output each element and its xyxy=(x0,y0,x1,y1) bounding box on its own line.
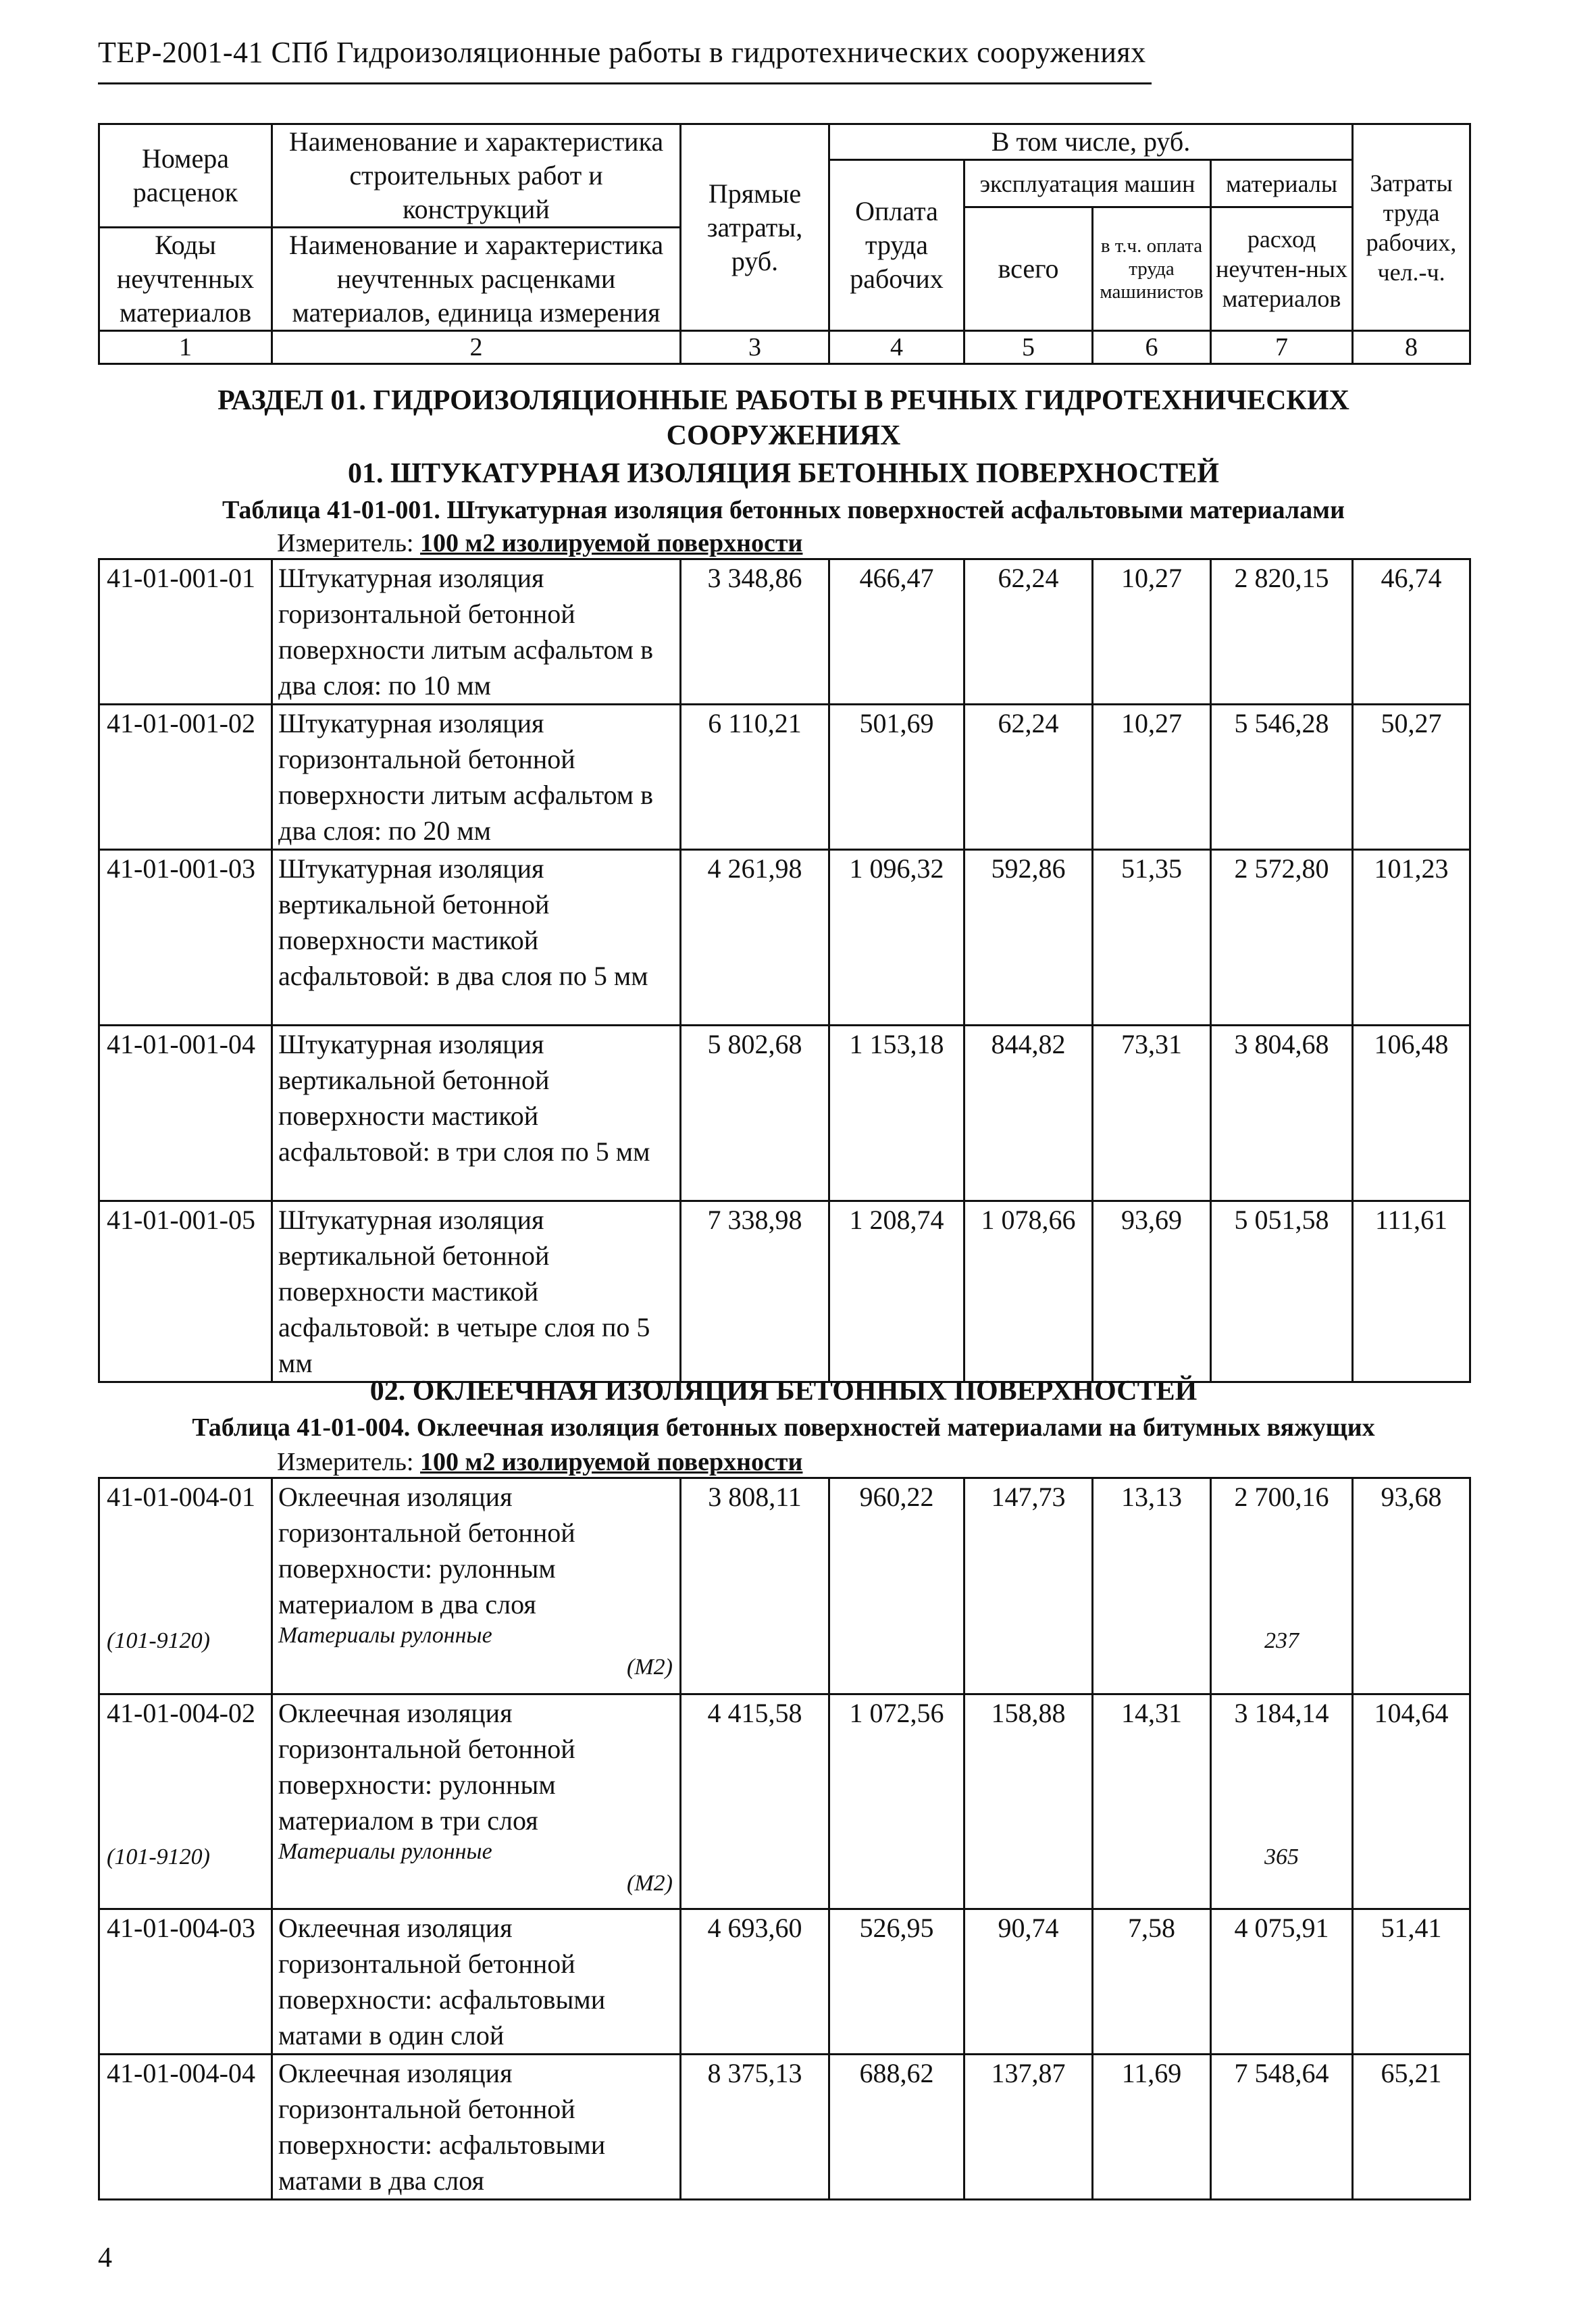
row-direct-cost: 4 693,60 xyxy=(681,1909,829,2055)
row-materials: 5 546,28 xyxy=(1211,705,1353,850)
col-number-6: 6 xyxy=(1093,331,1211,364)
row-machinist-pay: 73,31 xyxy=(1093,1026,1211,1201)
row-code: 41-01-004-02 xyxy=(107,1698,255,1728)
meter-value: 100 м2 изолируемой поверхности xyxy=(420,529,803,557)
row-machines-total: 844,82 xyxy=(964,1026,1093,1201)
row-materials-cell xyxy=(1211,1478,1353,1694)
row-name: Штукатурная изоляция вертикальной бетонной поверхности мастикой асфальтовой: в три слоя по 5 мм xyxy=(272,1026,681,1201)
row-name: Штукатурная изоляция горизонтальной бетонной поверхности литым асфальтом в два слоя: по 10 мм xyxy=(272,559,681,705)
row-code-cell xyxy=(99,1694,272,1909)
row-labor-hours: 101,23 xyxy=(1353,850,1470,1026)
row-code: 41-01-001-05 xyxy=(99,1201,272,1382)
col-header-3: Прямые затраты, руб. xyxy=(681,124,829,331)
material-name: Материалы рулонные xyxy=(278,1839,492,1864)
row-labor-hours: 104,64 xyxy=(1353,1694,1470,1909)
row-labor-hours: 106,48 xyxy=(1353,1026,1470,1201)
col-header-2-top: Наименование и характеристика строительных работ и конструкций xyxy=(272,124,681,228)
subsection-title-01: 01. ШТУКАТУРНАЯ ИЗОЛЯЦИЯ БЕТОННЫХ ПОВЕРХНОСТЕЙ xyxy=(348,458,1219,489)
row-code-cell xyxy=(99,1478,272,1694)
row-name: Оклеечная изоляция горизонтальной бетонной поверхности: рулонным материалом в два слоя xyxy=(278,1482,575,1619)
row-code: 41-01-001-04 xyxy=(99,1026,272,1201)
row-labor-pay: 960,22 xyxy=(829,1478,964,1694)
row-materials: 2 700,16 xyxy=(1234,1482,1329,1512)
table-41-01-001 xyxy=(98,558,1471,1383)
row-materials: 5 051,58 xyxy=(1211,1201,1353,1382)
col-number-8: 8 xyxy=(1353,331,1470,364)
row-machinist-pay: 7,58 xyxy=(1093,1909,1211,2055)
row-materials-cell xyxy=(1211,1694,1353,1909)
row-direct-cost: 4 261,98 xyxy=(681,850,829,1026)
table-row xyxy=(99,1478,1470,1694)
col-header-4: Оплата труда рабочих xyxy=(829,160,964,331)
row-labor-hours: 93,68 xyxy=(1353,1478,1470,1694)
material-quantity: 365 xyxy=(1264,1844,1299,1869)
meter-label: Измеритель: xyxy=(277,1448,414,1476)
row-machines-total: 62,24 xyxy=(964,705,1093,850)
table-row xyxy=(99,1026,1470,1201)
row-code: 41-01-001-03 xyxy=(99,850,272,1026)
col-header-1-bottom: Коды неучтенных материалов xyxy=(99,228,272,331)
row-machinist-pay: 51,35 xyxy=(1093,850,1211,1026)
row-labor-pay: 501,69 xyxy=(829,705,964,850)
row-direct-cost: 8 375,13 xyxy=(681,2055,829,2200)
row-name: Штукатурная изоляция вертикальной бетонной поверхности мастикой асфальтовой: в два слоя по 5 мм xyxy=(272,850,681,1026)
col-header-1-top: Номера расценок xyxy=(99,124,272,228)
material-name: Материалы рулонные xyxy=(278,1623,492,1648)
row-machinist-pay: 93,69 xyxy=(1093,1201,1211,1382)
row-materials: 4 075,91 xyxy=(1211,1909,1353,2055)
row-machinist-pay: 11,69 xyxy=(1093,2055,1211,2200)
row-labor-pay: 1 096,32 xyxy=(829,850,964,1026)
section-title-line2: СООРУЖЕНИЯХ xyxy=(666,420,901,451)
row-code: 41-01-004-03 xyxy=(99,1909,272,2055)
table-41-01-004 xyxy=(98,1477,1471,2200)
row-machinist-pay: 14,31 xyxy=(1093,1694,1211,1909)
col-header-2-bottom: Наименование и характеристика неучтенных расценками материалов, единица измерения xyxy=(272,228,681,331)
row-machines-total: 158,88 xyxy=(964,1694,1093,1909)
row-machinist-pay: 13,13 xyxy=(1093,1478,1211,1694)
row-labor-hours: 46,74 xyxy=(1353,559,1470,705)
material-quantity: 237 xyxy=(1264,1628,1299,1653)
col-header-machines: эксплуатация машин xyxy=(964,160,1211,207)
table-row xyxy=(99,1201,1470,1382)
row-labor-pay: 1 208,74 xyxy=(829,1201,964,1382)
subsection-title-02: 02. ОКЛЕЕЧНАЯ ИЗОЛЯЦИЯ БЕТОННЫХ ПОВЕРХНОСТЕЙ xyxy=(369,1376,1198,1407)
material-unit: (М2) xyxy=(627,1655,673,1680)
meter-41-01-004 xyxy=(277,1447,802,1477)
col-header-6: в т.ч. оплата труда машинистов xyxy=(1093,207,1211,331)
row-machinist-pay: 10,27 xyxy=(1093,705,1211,850)
row-machines-total: 137,87 xyxy=(964,2055,1093,2200)
col-header-5: всего xyxy=(964,207,1093,331)
row-labor-hours: 50,27 xyxy=(1353,705,1470,850)
row-code: 41-01-004-04 xyxy=(99,2055,272,2200)
row-code: 41-01-001-01 xyxy=(99,559,272,705)
table-title-41-01-004: Таблица 41-01-004. Оклеечная изоляция бетонных поверхностей материалами на битумных вяжущих xyxy=(192,1413,1375,1442)
meter-value: 100 м2 изолируемой поверхности xyxy=(420,1448,803,1476)
col-number-5: 5 xyxy=(964,331,1093,364)
row-direct-cost: 7 338,98 xyxy=(681,1201,829,1382)
running-header: ТЕР-2001-41 СПб Гидроизоляционные работы в гидротехнических сооружениях xyxy=(98,36,1146,69)
table-row xyxy=(99,1694,1470,1909)
row-machines-total: 90,74 xyxy=(964,1909,1093,2055)
row-labor-hours: 111,61 xyxy=(1353,1201,1470,1382)
col-number-1: 1 xyxy=(99,331,272,364)
row-name: Штукатурная изоляция горизонтальной бетонной поверхности литым асфальтом в два слоя: по 20 мм xyxy=(272,705,681,850)
row-materials: 2 820,15 xyxy=(1211,559,1353,705)
page-number: 4 xyxy=(98,2242,112,2273)
material-unit: (М2) xyxy=(627,1871,673,1896)
row-direct-cost: 5 802,68 xyxy=(681,1026,829,1201)
row-name-cell xyxy=(272,1694,681,1909)
col-header-materials: материалы xyxy=(1211,160,1353,207)
col-header-8: Затраты труда рабочих, чел.-ч. xyxy=(1353,124,1470,331)
row-name: Оклеечная изоляция горизонтальной бетонной поверхности: асфальтовыми матами в один слой xyxy=(272,1909,681,2055)
row-materials: 3 804,68 xyxy=(1211,1026,1353,1201)
table-title-41-01-001: Таблица 41-01-001. Штукатурная изоляция бетонных поверхностей асфальтовыми материалами xyxy=(222,496,1345,524)
meter-label: Измеритель: xyxy=(277,529,414,557)
table-row xyxy=(99,1909,1470,2055)
row-labor-pay: 688,62 xyxy=(829,2055,964,2200)
row-labor-hours: 51,41 xyxy=(1353,1909,1470,2055)
section-title-line1: РАЗДЕЛ 01. ГИДРОИЗОЛЯЦИОННЫЕ РАБОТЫ В РЕЧНЫХ ГИДРОТЕХНИЧЕСКИХ xyxy=(217,385,1349,416)
row-name-cell xyxy=(272,1478,681,1694)
row-labor-pay: 526,95 xyxy=(829,1909,964,2055)
row-materials: 2 572,80 xyxy=(1211,850,1353,1026)
col-header-7: расход неучтен-ных материалов xyxy=(1211,207,1353,331)
row-code: 41-01-001-02 xyxy=(99,705,272,850)
row-labor-hours: 65,21 xyxy=(1353,2055,1470,2200)
header-rule xyxy=(98,82,1152,84)
row-machines-total: 1 078,66 xyxy=(964,1201,1093,1382)
row-code: 41-01-004-01 xyxy=(107,1482,255,1512)
row-machines-total: 147,73 xyxy=(964,1478,1093,1694)
row-direct-cost: 4 415,58 xyxy=(681,1694,829,1909)
col-number-4: 4 xyxy=(829,331,964,364)
table-row xyxy=(99,705,1470,850)
row-materials: 3 184,14 xyxy=(1234,1698,1329,1728)
meter-41-01-001 xyxy=(277,528,802,558)
row-materials: 7 548,64 xyxy=(1211,2055,1353,2200)
row-labor-pay: 1 072,56 xyxy=(829,1694,964,1909)
row-machines-total: 62,24 xyxy=(964,559,1093,705)
row-machinist-pay: 10,27 xyxy=(1093,559,1211,705)
row-direct-cost: 6 110,21 xyxy=(681,705,829,850)
row-direct-cost: 3 348,86 xyxy=(681,559,829,705)
column-header-table xyxy=(98,123,1471,365)
col-number-2: 2 xyxy=(272,331,681,364)
col-header-group: В том числе, руб. xyxy=(829,124,1353,160)
row-labor-pay: 1 153,18 xyxy=(829,1026,964,1201)
col-number-7: 7 xyxy=(1211,331,1353,364)
row-name: Оклеечная изоляция горизонтальной бетонной поверхности: асфальтовыми матами в два слоя xyxy=(272,2055,681,2200)
row-machines-total: 592,86 xyxy=(964,850,1093,1026)
material-code: (101-9120) xyxy=(107,1844,210,1869)
row-name: Оклеечная изоляция горизонтальной бетонной поверхности: рулонным материалом в три слоя xyxy=(278,1698,575,1836)
table-row xyxy=(99,559,1470,705)
material-code: (101-9120) xyxy=(107,1628,210,1653)
row-labor-pay: 466,47 xyxy=(829,559,964,705)
row-direct-cost: 3 808,11 xyxy=(681,1478,829,1694)
table-row xyxy=(99,2055,1470,2200)
col-number-3: 3 xyxy=(681,331,829,364)
row-name: Штукатурная изоляция вертикальной бетонной поверхности мастикой асфальтовой: в четыре слоя по 5 мм xyxy=(272,1201,681,1382)
table-row xyxy=(99,850,1470,1026)
